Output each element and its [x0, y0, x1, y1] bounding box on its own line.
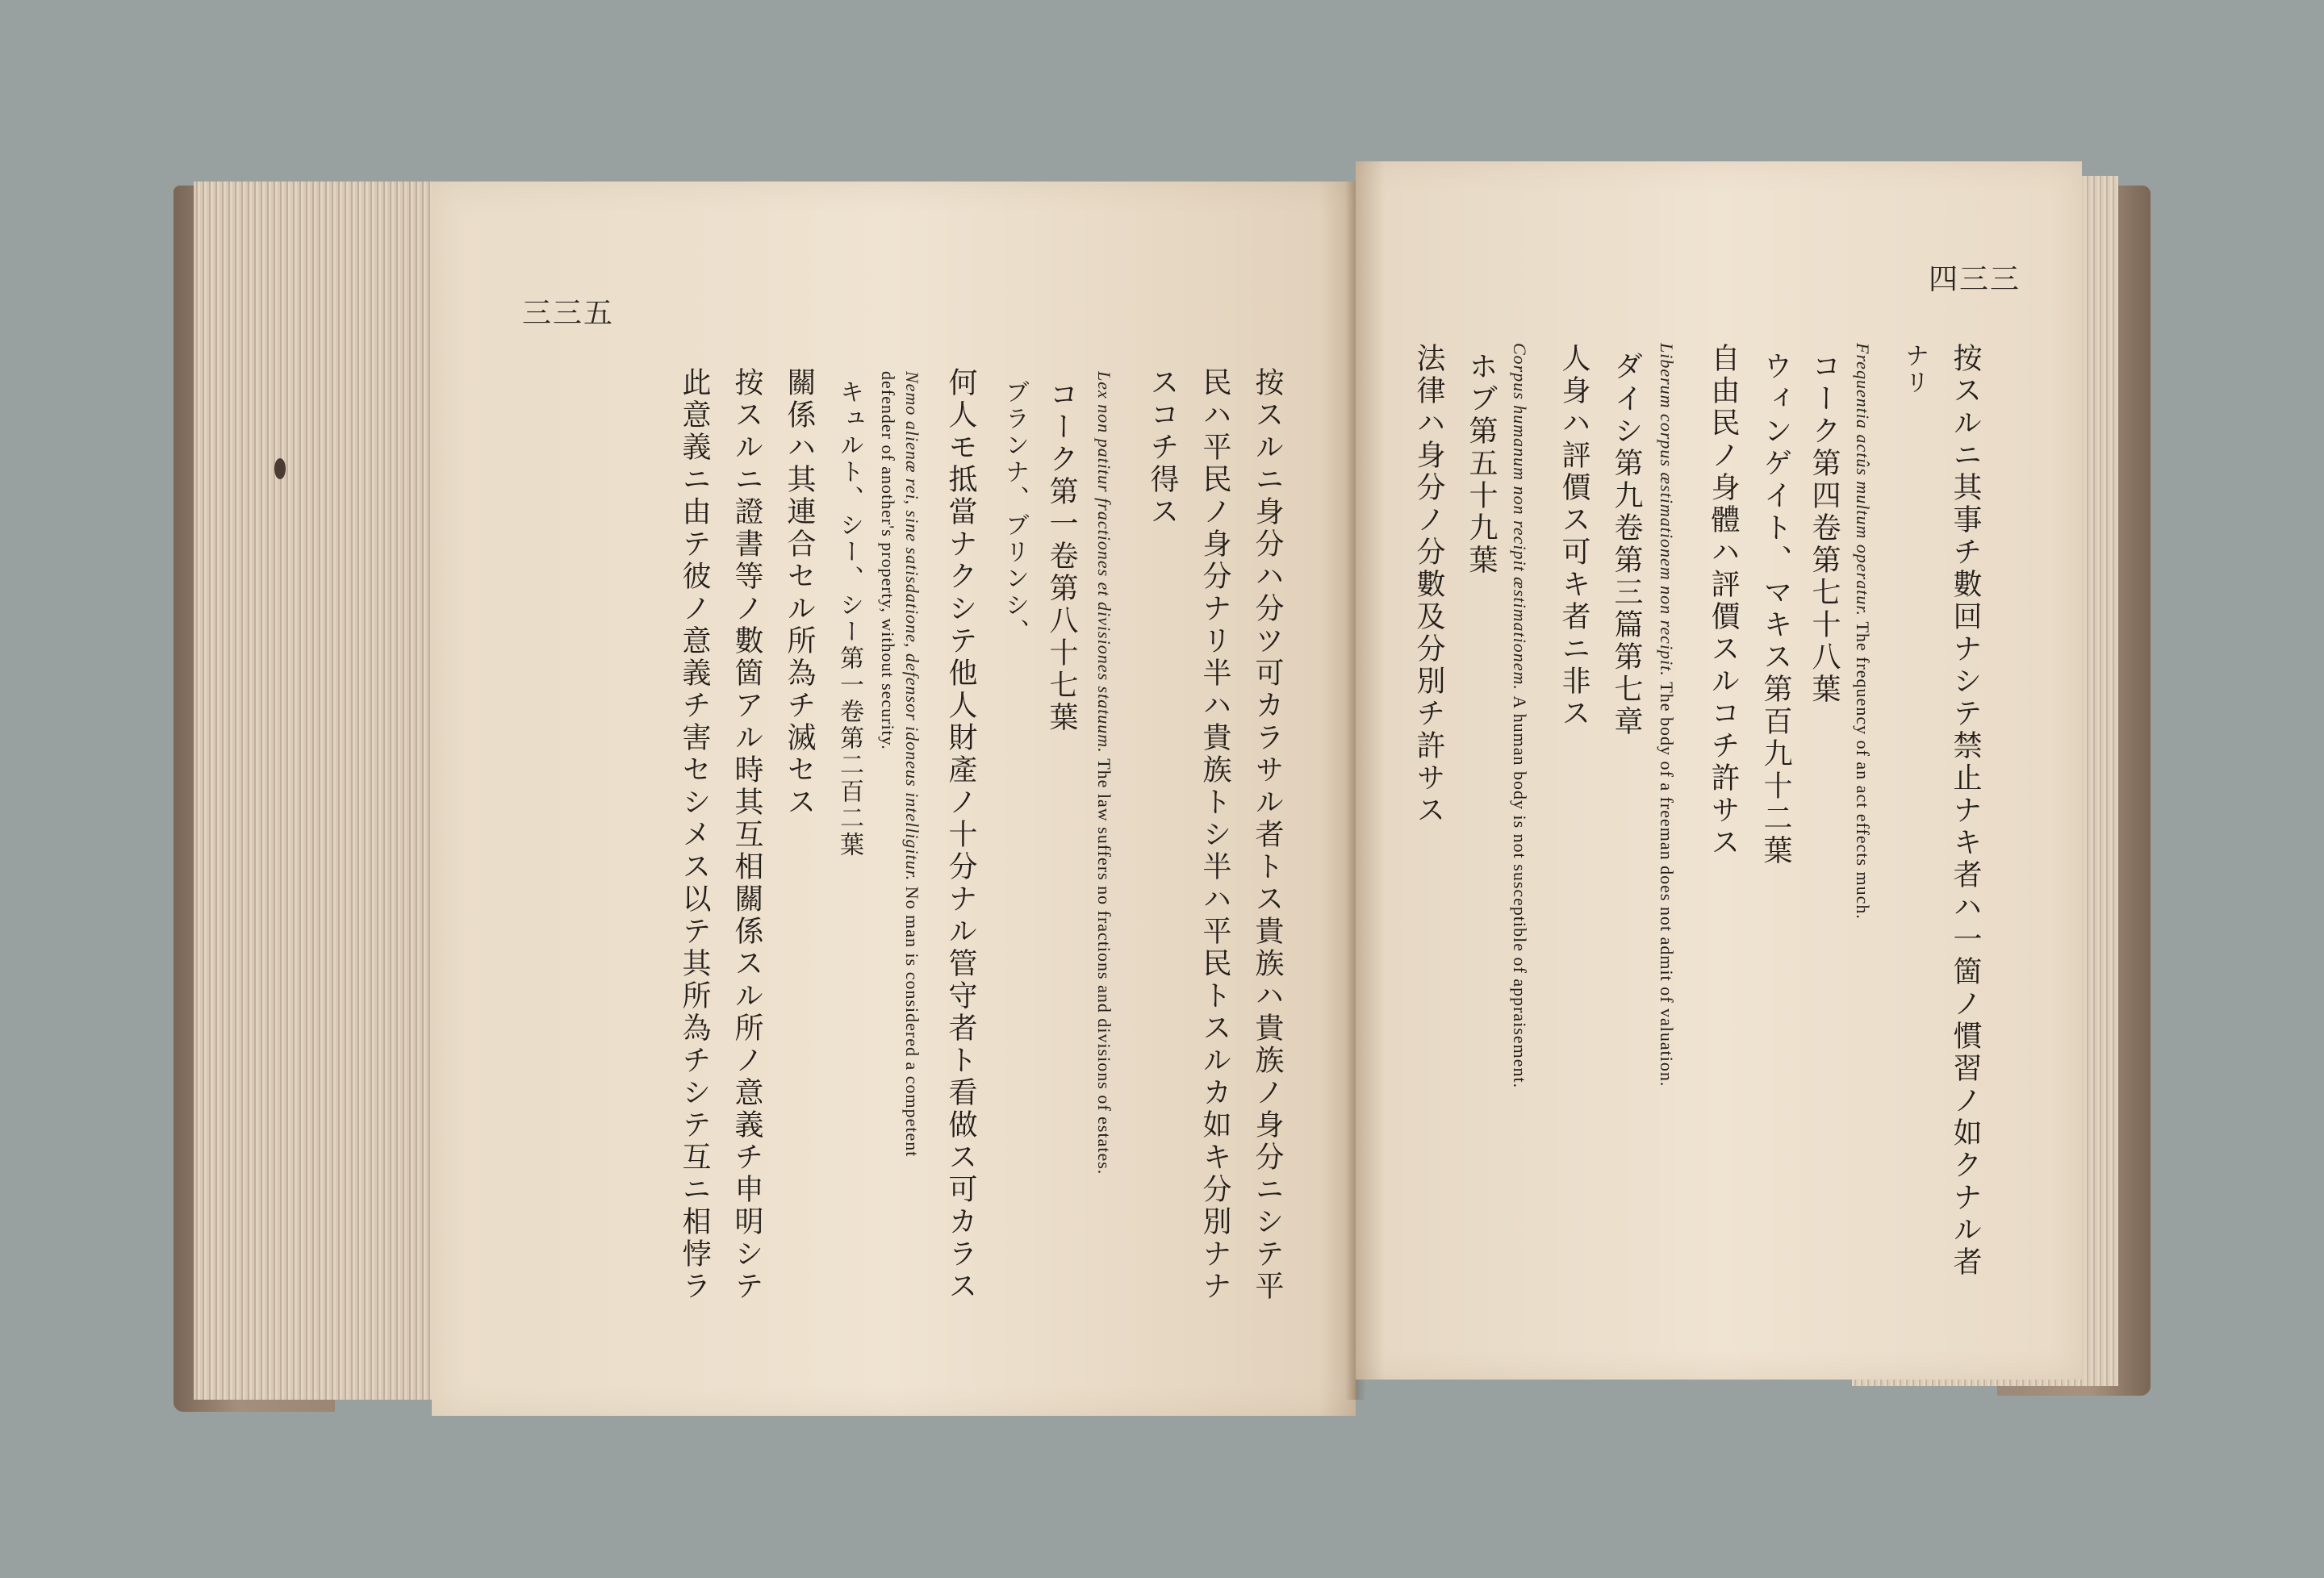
- latin-text: Lex non patitur fractiones et divisiones statuum.: [1094, 371, 1114, 754]
- left-page: [432, 182, 1356, 1416]
- text-column: 按スルニ證書等ノ數箇アル時其互相關係スル所ノ意義チ申明シテ: [730, 367, 763, 1303]
- binding-hole: [274, 458, 286, 479]
- english-translation: No man is considered a competent: [902, 886, 922, 1158]
- text-column: 何人モ抵當ナクシテ他人財產ノ十分ナル管守者ト看做ス可カラス: [944, 367, 977, 1303]
- text-column: ナリ: [1900, 343, 1929, 396]
- open-book: [173, 161, 2151, 1444]
- latin-text: Nemo alienæ rei, sine satisdatione, defensor idoneus intelligitur.: [902, 371, 922, 882]
- text-column: 法律ハ身分ノ分數及分別チ許サス: [1412, 343, 1445, 827]
- latin-text: Liberum corpus æstimationem non recipit.: [1657, 343, 1677, 677]
- page-number: 三三五: [522, 297, 615, 330]
- text-column: 按スルニ身分ハ分ツ可カラサル者トス貴族ハ貴族ノ身分ニシテ平: [1251, 367, 1284, 1303]
- english-translation: A human body is not susceptible of appraisement.: [1510, 695, 1530, 1089]
- citation: ウィンゲイト、マキス第百九十二葉: [1759, 351, 1792, 867]
- english-translation: The frequency of an act effects much.: [1853, 621, 1873, 920]
- citation: ブランナ、ブリンシ、: [1001, 379, 1029, 645]
- latin-maxim: [901, 371, 922, 1157]
- page-edges-left: [194, 182, 452, 1400]
- text-column: 此意義ニ由テ彼ノ意義チ害セシメス以テ其所為チシテ互ニ相悖ラ: [678, 367, 711, 1303]
- text-column: 自由民ノ身體ハ評價スルコチ許サス: [1707, 343, 1740, 859]
- latin-text: Corpus humanum non recipit æstimationem.: [1510, 343, 1530, 691]
- text-column: スコチ得ス: [1146, 367, 1179, 528]
- citation: コーク第四卷第七十八葉: [1808, 351, 1841, 706]
- right-page: [1356, 161, 2082, 1380]
- page-number: 四三三: [1929, 263, 2021, 296]
- text-column: 按スルニ其事チ數回ナシテ禁止ナキ者ハ一箇ノ慣習ノ如クナル者: [1949, 343, 1982, 1279]
- latin-text: Frequentia actûs multum operatur.: [1853, 343, 1873, 616]
- latin-maxim: [1509, 343, 1530, 1088]
- latin-maxim: [1093, 371, 1114, 1175]
- citation: ダイシ第九卷第三篇第七章: [1610, 351, 1643, 738]
- citation: コーク第一卷第八十七葉: [1045, 379, 1078, 734]
- latin-maxim: [1656, 343, 1677, 1087]
- english-translation: The law suffers no fractions and divisions of estates.: [1094, 758, 1114, 1175]
- citation: キュルト、シー、シー第一卷第二百二葉: [835, 379, 863, 858]
- text-column: 關係ハ其連合セル所為チ滅セス: [783, 367, 816, 819]
- english-translation: defender of another's property, without security.: [878, 371, 898, 750]
- latin-maxim: [1852, 343, 1873, 920]
- text-column: 人身ハ評價ス可キ者ニ非ス: [1557, 343, 1590, 730]
- citation: ホブ第五十九葉: [1465, 351, 1498, 577]
- text-column: 民ハ平民ノ身分ナリ半ハ貴族トシ半ハ平民トスルカ如キ分別ナナ: [1198, 367, 1231, 1303]
- english-translation: The body of a freeman does not admit of valuation.: [1657, 682, 1677, 1087]
